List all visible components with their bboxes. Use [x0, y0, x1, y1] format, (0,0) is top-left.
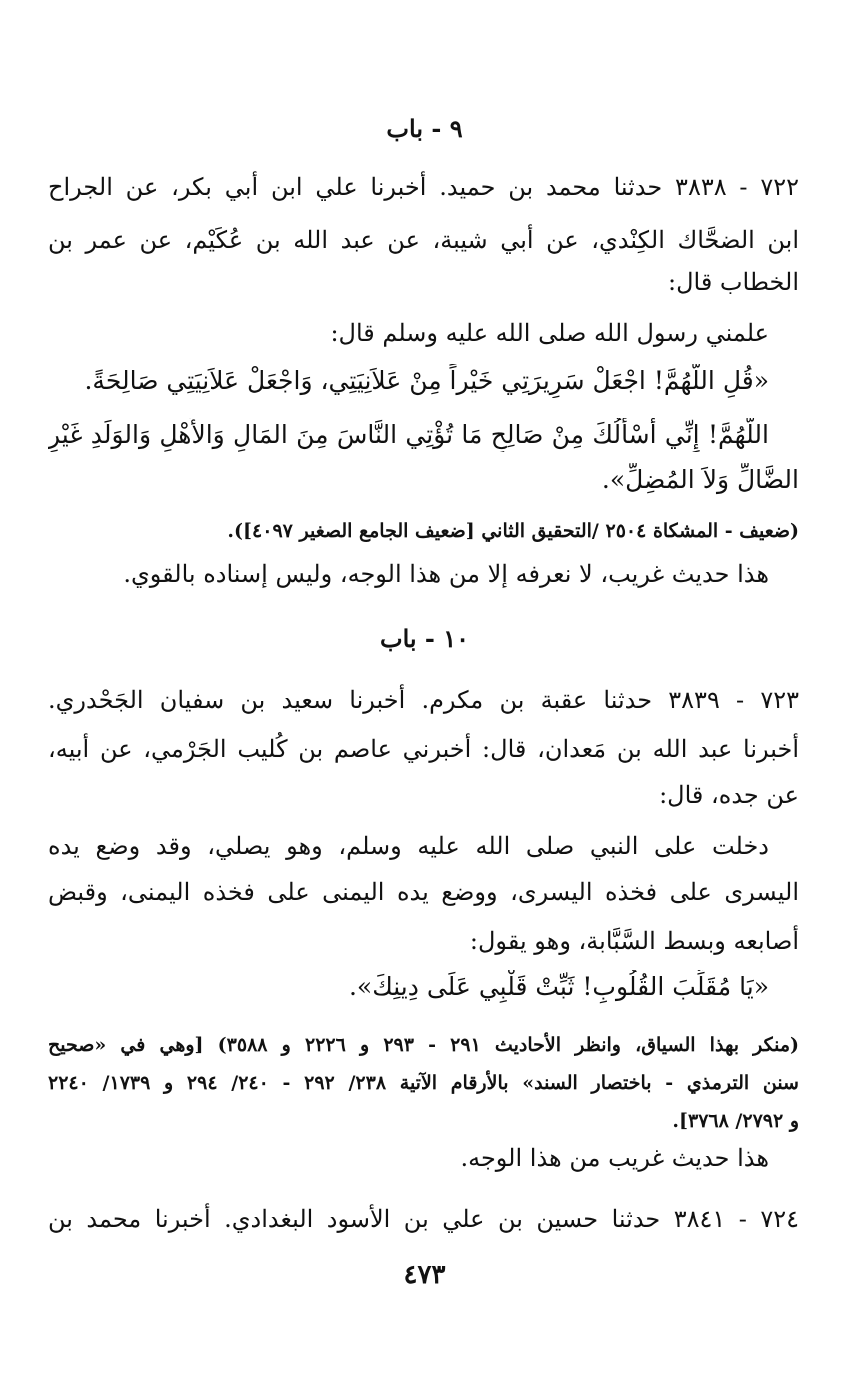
- hadith-723-grading-line-3: و ٢٧٩٢/ ٣٧٦٨].: [672, 1110, 799, 1132]
- hadith-722-grading: (ضعيف - المشكاة ٢٥٠٤ /التحقيق الثاني [ضعيف الجامع الصغير ٤٠٩٧]).: [227, 520, 799, 542]
- hadith-722-line-3: الخطاب قال:: [667, 268, 799, 296]
- section-heading-10: ١٠ - باب: [379, 624, 470, 653]
- section-heading-9: ٩ - باب: [386, 114, 463, 143]
- hadith-722-line-2: ابن الضحَّاك الكِنْدي، عن أبي شيبة، عن عبد الله بن عُكَيْم، عن عمر بن: [48, 226, 799, 254]
- hadith-723-line-3: عن جده، قال:: [659, 781, 799, 809]
- hadith-723-body-line-2: اليسرى على فخذه اليسرى، ووضع يده اليمنى على فخذه اليمنى، وقبض: [48, 878, 799, 906]
- hadith-723-body-line-1: دخلت على النبي صلى الله عليه وسلم، وهو يصلي، وقد وضع يده: [48, 832, 769, 860]
- hadith-722-dua-line-3: الضَّالِّ وَلاَ المُضِلِّ».: [601, 465, 799, 494]
- page-number: ٤٧٣: [403, 1260, 446, 1290]
- hadith-723-line-1: ٧٢٣ - ٣٨٣٩ حدثنا عقبة بن مكرم. أخبرنا سعيد بن سفيان الجَحْدري.: [48, 686, 799, 714]
- hadith-723-comment: هذا حديث غريب من هذا الوجه.: [460, 1144, 769, 1172]
- hadith-723-dua: «يَا مُقَلِّبَ القُلُوبِ! ثَبِّتْ قَلْبِي عَلَى دِينِكَ».: [348, 972, 769, 1001]
- hadith-722-intro: علمني رسول الله صلى الله عليه وسلم قال:: [330, 319, 769, 347]
- hadith-723-body-line-3: أصابعه وبسط السَّبَّابة، وهو يقول:: [469, 927, 799, 955]
- hadith-722-dua-line-1: «قُلِ اللَّهُمَّ! اجْعَلْ سَرِيرَتِي خَيْراً مِنْ عَلاَنِيَتِي، وَاجْعَلْ عَلاَنِيَتِي صَالِحَةً.: [84, 366, 769, 395]
- hadith-722-comment: هذا حديث غريب، لا نعرفه إلا من هذا الوجه، وليس إسناده بالقوي.: [123, 560, 769, 588]
- hadith-723-grading-line-1: (منكر بهذا السياق، وانظر الأحاديث ٢٩١ - ٢٩٣ و ٢٢٢٦ و ٣٥٨٨) [وهي في «صحيح: [48, 1034, 799, 1056]
- hadith-722-dua-line-2: اللَّهُمَّ! إِنِّي أَسْأَلُكَ مِنْ صَالِحِ مَا تُؤْتِي النَّاسَ مِنَ المَالِ وَالأَهْلِ وَالوَلَدِ غَيْرِ: [48, 420, 769, 449]
- hadith-722-line-1: ٧٢٢ - ٣٨٣٨ حدثنا محمد بن حميد. أخبرنا علي ابن أبي بكر، عن الجراح: [48, 173, 799, 201]
- hadith-724-line-1: ٧٢٤ - ٣٨٤١ حدثنا حسين بن علي بن الأسود البغدادي. أخبرنا محمد بن: [48, 1205, 799, 1233]
- hadith-723-grading-line-2: سنن الترمذي - باختصار السند» بالأرقام الآتية ٢٣٨/ ٢٩٢ - ٢٤٠/ ٢٩٤ و ١٧٣٩/ ٢٢٤٠: [48, 1072, 799, 1094]
- hadith-723-line-2: أخبرنا عبد الله بن مَعدان، قال: أخبرني عاصم بن كُليب الجَرْمي، عن أبيه،: [48, 735, 799, 763]
